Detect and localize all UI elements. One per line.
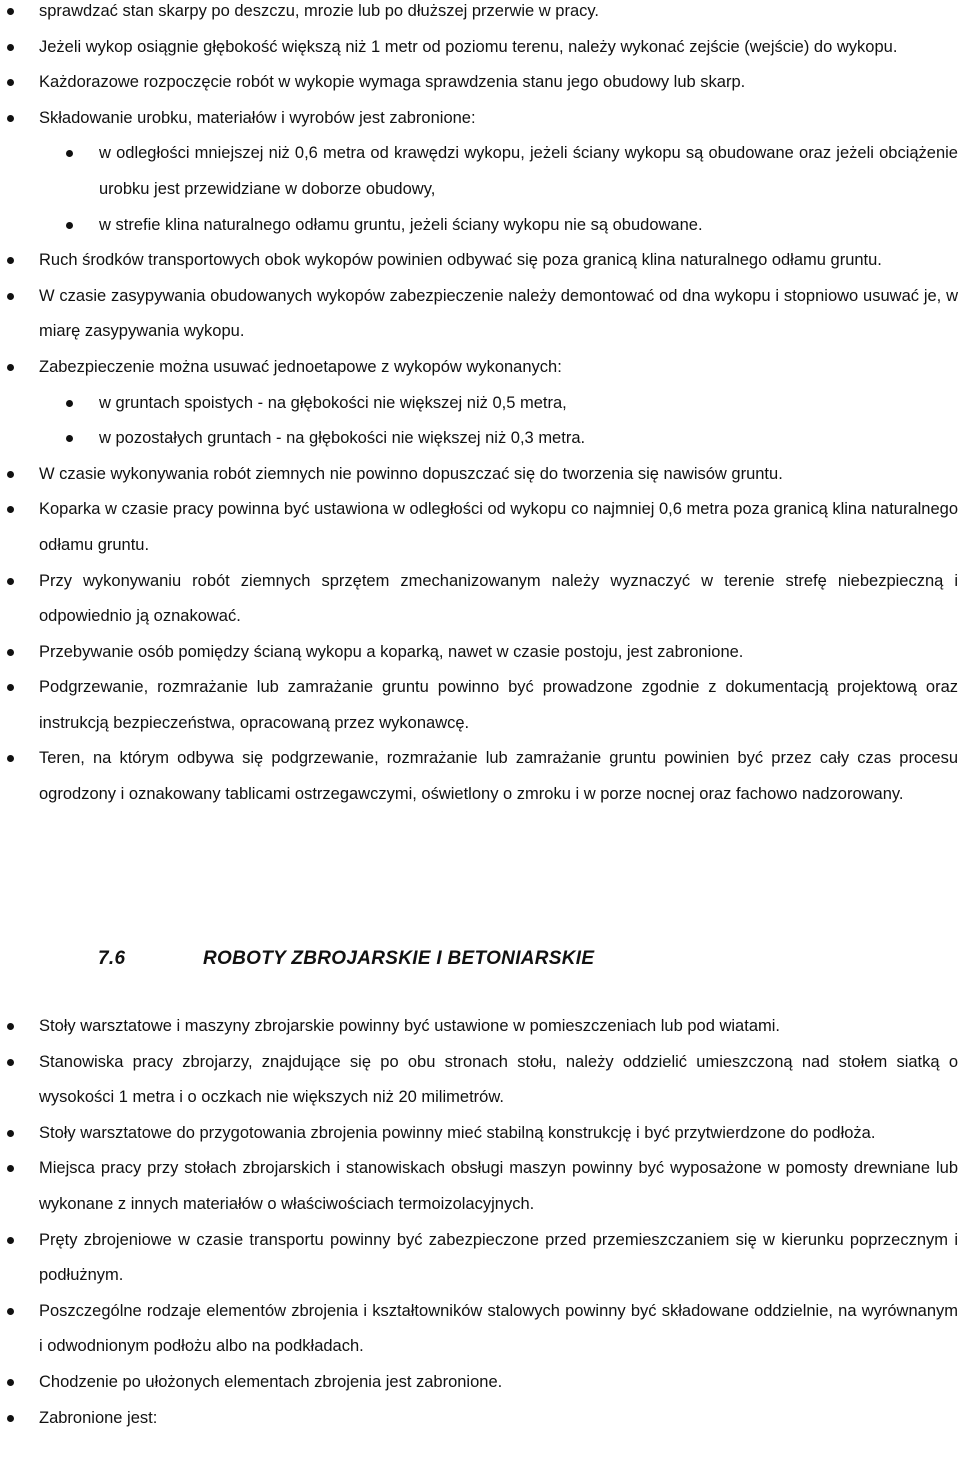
bullet-icon bbox=[7, 1059, 14, 1066]
bullet-icon bbox=[7, 1308, 14, 1315]
list-item bbox=[0, 1151, 960, 1222]
bullet-icon bbox=[7, 1237, 14, 1244]
list-item-text: w pozostałych gruntach - na głębokości nie większej niż 0,3 metra. bbox=[99, 429, 586, 448]
list-item-text: Przy wykonywaniu robót ziemnych sprzętem zmechanizowanym należy wyznaczyć w terenie strefę niebezpieczną i odpowiednio ją oznakować. bbox=[39, 571, 958, 626]
sub-list-item bbox=[0, 136, 960, 207]
bullet-icon bbox=[7, 8, 14, 15]
list-item bbox=[0, 1116, 960, 1152]
list-item bbox=[0, 30, 960, 66]
list-item-text: Teren, na którym odbywa się podgrzewanie, rozmrażanie lub zamrażanie gruntu powinien być przez cały czas procesu ogrodzony i oznakowany tablicami ostrzegawczymi, oświetlony o zmroku i w porze nocnej oraz fachowo nadzorowany. bbox=[39, 749, 958, 804]
list-item-text: Poszczególne rodzaje elementów zbrojenia i kształtowników stalowych powinny być składowane oddzielnie, na wyrównanym i odwodnionym podłożu albo na podkładach. bbox=[39, 1301, 958, 1356]
bullet-icon bbox=[7, 1023, 14, 1030]
list-item-text: Miejsca pracy przy stołach zbrojarskich i stanowiskach obsługi maszyn powinny być wyposażone w pomosty drewniane lub wykonane z innych materiałów o właściwościach termoizolacyjnych. bbox=[39, 1159, 958, 1213]
list-item-text: W czasie wykonywania robót ziemnych nie powinno dopuszczać się do tworzenia się nawisów gruntu. bbox=[39, 464, 783, 483]
sub-list-item bbox=[0, 421, 960, 457]
list-item-text: Podgrzewanie, rozmrażanie lub zamrażanie gruntu powinno być prowadzone zgodnie z dokumentacją projektową oraz instrukcją bezpieczeństwa, opracowaną przez wykonawcę. bbox=[39, 678, 958, 732]
list-item-text: w gruntach spoistych - na głębokości nie większej niż 0,5 metra, bbox=[99, 393, 567, 412]
list-item-text: Chodzenie po ułożonych elementach zbrojenia jest zabronione. bbox=[39, 1372, 503, 1391]
bullet-icon bbox=[7, 79, 14, 86]
list-item bbox=[0, 1401, 960, 1437]
list-item bbox=[0, 243, 960, 279]
list-item-text: Każdorazowe rozpoczęcie robót w wykopie wymaga sprawdzenia stanu jego obudowy lub skarp. bbox=[39, 73, 746, 92]
list-item bbox=[0, 101, 960, 137]
bullet-icon bbox=[7, 257, 14, 264]
list-item bbox=[0, 670, 960, 741]
list-item bbox=[0, 1045, 960, 1116]
reinforcement-rules-list bbox=[0, 1009, 960, 1436]
bullet-icon bbox=[7, 115, 14, 122]
bullet-icon bbox=[66, 222, 73, 229]
list-item-text: Stoły warsztatowe i maszyny zbrojarskie powinny być ustawione w pomieszczeniach lub pod wiatami. bbox=[39, 1017, 780, 1035]
bullet-icon bbox=[66, 435, 73, 442]
list-item bbox=[0, 457, 960, 493]
list-item-text: w odległości mniejszej niż 0,6 metra od krawędzi wykopu, jeżeli ściany wykopu są obudowane oraz jeżeli obciążenie urobku jest przewidziane w doborze obudowy, bbox=[99, 144, 958, 198]
list-item bbox=[0, 741, 960, 812]
bullet-icon bbox=[7, 1379, 14, 1386]
bullet-icon bbox=[7, 44, 14, 51]
bullet-icon bbox=[7, 1415, 14, 1422]
bullet-icon bbox=[7, 506, 14, 513]
bullet-icon bbox=[7, 1165, 14, 1172]
list-item-text: Zabronione jest: bbox=[39, 1408, 158, 1427]
sub-list-item bbox=[0, 208, 960, 244]
list-item bbox=[0, 1223, 960, 1294]
section-heading bbox=[98, 948, 594, 970]
list-item-text: Składowanie urobku, materiałów i wyrobów jest zabronione: bbox=[39, 108, 476, 127]
list-item-text: w strefie klina naturalnego odłamu gruntu, jeżeli ściany wykopu nie są obudowane. bbox=[99, 215, 703, 234]
bullet-icon bbox=[66, 400, 73, 407]
bullet-icon bbox=[7, 578, 14, 585]
list-item bbox=[0, 492, 960, 563]
list-item bbox=[0, 564, 960, 635]
list-item-text: Jeżeli wykop osiągnie głębokość większą niż 1 metr od poziomu terenu, należy wykonać zejście (wejście) do wykopu. bbox=[39, 37, 898, 56]
bullet-icon bbox=[66, 150, 73, 157]
list-item-text: Pręty zbrojeniowe w czasie transportu powinny być zabezpieczone przed przemieszczaniem się w kierunku poprzecznym i podłużnym. bbox=[39, 1230, 958, 1285]
section-title: ROBOTY ZBROJARSKIE I BETONIARSKIE bbox=[203, 948, 595, 969]
list-item bbox=[0, 65, 960, 101]
sub-list-item bbox=[0, 386, 960, 422]
list-item bbox=[0, 1365, 960, 1401]
list-item-text: sprawdzać stan skarpy po deszczu, mrozie lub po dłuższej przerwie w pracy. bbox=[39, 2, 600, 20]
list-item bbox=[0, 0, 960, 30]
list-item-text: Stoły warsztatowe do przygotowania zbrojenia powinny mieć stabilną konstrukcję i być przytwierdzone do podłoża. bbox=[39, 1123, 876, 1142]
bullet-icon bbox=[7, 649, 14, 656]
list-item bbox=[0, 350, 960, 386]
list-item bbox=[0, 1009, 960, 1045]
list-item bbox=[0, 1294, 960, 1365]
list-item bbox=[0, 279, 960, 350]
list-item-text: Stanowiska pracy zbrojarzy, znajdujące się po obu stronach stołu, należy oddzielić umieszczoną nad stołem siatką o wysokości 1 metra i o oczkach nie większych niż 20 milimetrów. bbox=[39, 1052, 958, 1107]
list-item-text: W czasie zasypywania obudowanych wykopów zabezpieczenie należy demontować od dna wykopu i stopniowo usuwać je, w miarę zasypywania wykopu. bbox=[39, 286, 958, 341]
list-item-text: Zabezpieczenie można usuwać jednoetapowe z wykopów wykonanych: bbox=[39, 357, 562, 376]
section-number: 7.6 bbox=[98, 948, 126, 969]
list-item bbox=[0, 635, 960, 671]
bullet-icon bbox=[7, 293, 14, 300]
bullet-icon bbox=[7, 364, 14, 371]
list-item-text: Ruch środków transportowych obok wykopów powinien odbywać się poza granicą klina naturalnego odłamu gruntu. bbox=[39, 251, 882, 270]
bullet-icon bbox=[7, 755, 14, 762]
bullet-icon bbox=[7, 1130, 14, 1137]
bullet-icon bbox=[7, 684, 14, 691]
list-item-text: Koparka w czasie pracy powinna być ustawiona w odległości od wykopu co najmniej 0,6 metra poza granicą klina naturalnego odłamu gruntu. bbox=[39, 500, 959, 554]
list-item-text: Przebywanie osób pomiędzy ścianą wykopu a koparką, nawet w czasie postoju, jest zabronione. bbox=[39, 642, 744, 661]
bullet-icon bbox=[7, 471, 14, 478]
